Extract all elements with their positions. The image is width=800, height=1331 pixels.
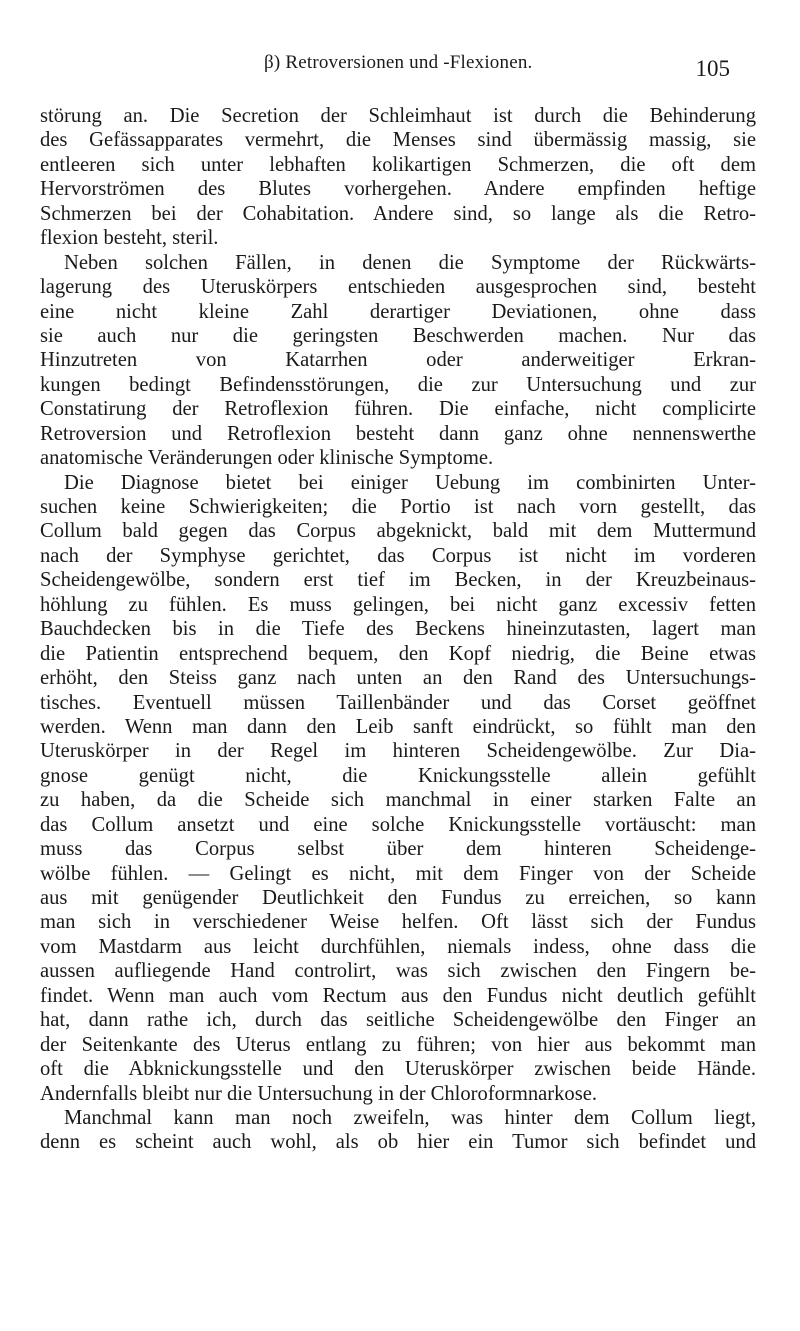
text-line: Andernfalls bleibt nur die Untersuchung in der Chloroformnarkose. [40,1082,598,1105]
text-line: die Patientin entsprechend bequem, den Kopf niedrig, die Beine etwas [40,642,756,665]
text-line: werden. Wenn man dann den Leib sanft eindrückt, so fühlt man den [40,715,756,738]
text-line: lagerung des Uteruskörpers entschieden ausgesprochen sind, besteht [40,276,756,299]
text-line: höhlung zu fühlen. Es muss gelingen, bei nicht ganz excessiv fetten [40,593,756,616]
text-line: suchen keine Schwierigkeiten; die Portio ist nach vorn gestellt, das [40,496,756,518]
text-line: tisches. Eventuell müssen Taillenbänder und das Corset geöffnet [40,691,756,714]
text-line: man sich in verschiedener Weise helfen. Oft lässt sich der Fundus [40,911,756,934]
text-line: Die Diagnose bietet bei einiger Uebung im combinirten Unter- [64,471,756,494]
running-head [40,50,730,82]
text-line: flexion besteht, steril. [40,227,219,250]
text-line: findet. Wenn man auch vom Rectum aus den Fundus nicht deutlich gefühlt [40,984,756,1007]
page-number: 105 [695,56,730,81]
text-line: Manchmal kann man noch zweifeln, was hinter dem Collum liegt, [64,1106,756,1129]
text-line: kungen bedingt Befindensstörungen, die zur Untersuchung und zur [40,373,756,396]
text-line: das Collum ansetzt und eine solche Knickungsstelle vortäuscht: man [40,813,756,836]
text-line: aus mit genügender Deutlichkeit den Fundus zu erreichen, so kann [40,887,756,909]
text-line: gnose genügt nicht, die Knickungsstelle allein gefühlt [40,764,756,787]
text-line: Schmerzen bei der Cohabitation. Andere sind, so lange als die Retro- [40,202,756,225]
text-line: Collum bald gegen das Corpus abgeknickt, bald mit dem Muttermund [40,520,756,543]
text-line: des Gefässapparates vermehrt, die Menses sind übermässig massig, sie [40,129,756,152]
text-line: denn es scheint auch wohl, als ob hier ein Tumor sich befindet und [40,1131,756,1154]
text-line: muss das Corpus selbst über dem hinteren Scheidenge- [40,838,756,861]
text-line: wölbe fühlen. — Gelingt es nicht, mit dem Finger von der Scheide [40,862,756,885]
text-line: vom Mastdarm aus leicht durchfühlen, niemals indess, ohne dass die [40,935,756,958]
text-line: Bauchdecken bis in die Tiefe des Beckens hineinzutasten, lagert man [40,618,756,641]
body-text [40,104,756,1155]
text-line: störung an. Die Secretion der Schleimhaut ist durch die Behinderung [40,105,756,127]
running-title: β) Retroversionen und -Flexionen. [264,52,533,73]
text-line: Neben solchen Fällen, in denen die Symptome der Rückwärts- [64,251,756,274]
text-line: hat, dann rathe ich, durch das seitliche Scheidengewölbe den Finger an [40,1009,756,1032]
text-line: eine nicht kleine Zahl derartiger Deviationen, ohne dass [40,300,756,323]
text-line: Hinzutreten von Katarrhen oder anderweitiger Erkran- [40,349,756,372]
text-line: aussen aufliegende Hand controlirt, was sich zwischen den Fingern be- [40,960,756,983]
text-line: oft die Abknickungsstelle und den Uteruskörper zwischen beide Hände. [40,1058,756,1081]
text-line: Scheidengewölbe, sondern erst tief im Becken, in der Kreuzbeinaus- [40,569,756,592]
text-line: Retroversion und Retroflexion besteht dann ganz ohne nennenswerthe [40,422,756,445]
text-line: sie auch nur die geringsten Beschwerden machen. Nur das [40,324,756,347]
text-line: der Seitenkante des Uterus entlang zu führen; von hier aus bekommt man [40,1033,756,1056]
text-line: entleeren sich unter lebhaften kolikartigen Schmerzen, die oft dem [40,153,756,176]
text-line: erhöht, den Steiss ganz nach unten an den Rand des Untersuchungs- [40,667,756,690]
text-line: Uteruskörper in der Regel im hinteren Scheidengewölbe. Zur Dia- [40,740,756,763]
text-line: Constatirung der Retroflexion führen. Die einfache, nicht complicirte [40,398,756,421]
text-line: zu haben, da die Scheide sich manchmal in einer starken Falte an [40,789,756,812]
text-line: anatomische Veränderungen oder klinische Symptome. [40,447,494,470]
text-line: Hervorströmen des Blutes vorhergehen. Andere empfinden heftige [40,178,756,201]
text-line: nach der Symphyse gerichtet, das Corpus ist nicht im vorderen [40,544,756,567]
